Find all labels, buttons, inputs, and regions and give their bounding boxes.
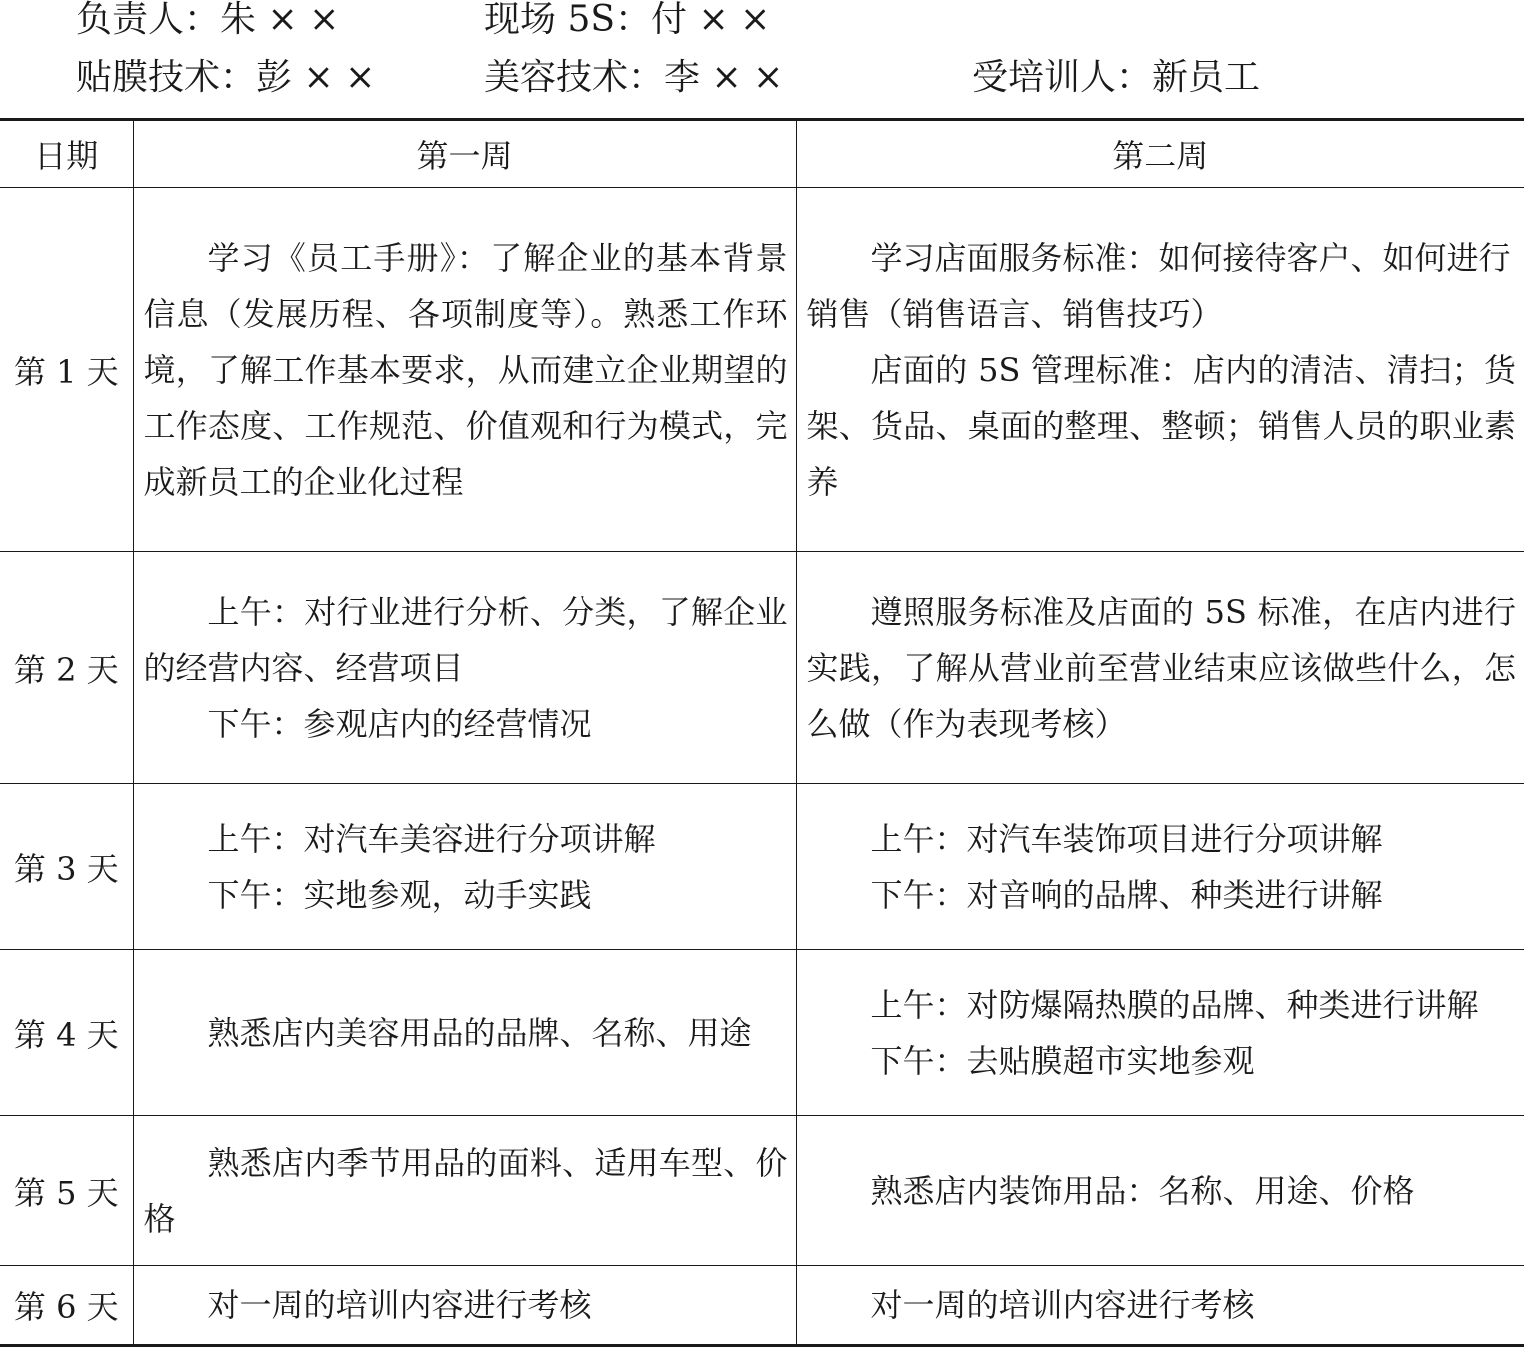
day-cell: 第 1 天 (0, 188, 133, 552)
cell-paragraph: 下午：对音响的品牌、种类进行讲解 (870, 875, 1383, 914)
week2-cell (796, 950, 1524, 1116)
week1-cell (133, 188, 796, 552)
header-value: 新员工 (1152, 57, 1261, 98)
day-cell: 第 4 天 (0, 950, 133, 1116)
column-header-date: 日期 (0, 120, 133, 188)
week1-cell (133, 1116, 796, 1266)
cell-paragraph: 下午：参观店内的经营情况 (207, 704, 592, 743)
cell-paragraph: 熟悉店内季节用品的面料、适用车型、价格 (143, 1143, 788, 1238)
table-row (0, 784, 1524, 950)
cell-paragraph: 下午：实地参观，动手实践 (207, 875, 592, 914)
cell-paragraph: 对一周的培训内容进行考核 (870, 1286, 1255, 1324)
cell-paragraph: 对一周的培训内容进行考核 (207, 1286, 592, 1324)
header-label: 现场 5S： (484, 0, 652, 40)
week1-cell (133, 784, 796, 950)
day-cell: 第 6 天 (0, 1266, 133, 1346)
week1-cell (133, 552, 796, 784)
header-value: 李 × × (664, 57, 784, 98)
week2-cell (796, 188, 1524, 552)
table-row (0, 188, 1524, 552)
header-label: 受培训人： (972, 57, 1153, 98)
week1-cell (133, 950, 796, 1116)
week2-cell (796, 552, 1524, 784)
header-value: 朱 × × (220, 0, 340, 40)
cell-paragraph: 店面的 5S 管理标准：店内的清洁、清扫；货架、货品、桌面的整理、整顿；销售人员的职业素养 (806, 350, 1516, 501)
header-trainee (972, 58, 1260, 98)
cell-paragraph: 熟悉店内装饰用品：名称、用途、价格 (870, 1171, 1415, 1210)
header-person-in-charge (76, 0, 339, 40)
week2-cell (796, 784, 1524, 950)
cell-paragraph: 下午：去贴膜超市实地参观 (870, 1041, 1255, 1080)
cell-paragraph: 学习《员工手册》：了解企业的基本背景信息（发展历程、各项制度等）。熟悉工作环境，了解工作基本要求，从而建立企业期望的工作态度、工作规范、价值观和行为模式，完成新员工的企业化过程 (143, 238, 788, 501)
table-header-row (0, 120, 1524, 188)
cell-paragraph: 上午：对防爆隔热膜的品牌、种类进行讲解 (870, 985, 1479, 1024)
cell-paragraph: 遵照服务标准及店面的 5S 标准，在店内进行实践，了解从营业前至营业结束应该做些什么，怎么做（作为表现考核） (806, 592, 1516, 743)
column-header-week1: 第一周 (133, 120, 796, 188)
week2-cell (796, 1116, 1524, 1266)
table-row (0, 1116, 1524, 1266)
cell-paragraph: 上午：对行业进行分析、分类，了解企业的经营内容、经营项目 (143, 592, 788, 687)
cell-paragraph: 上午：对汽车美容进行分项讲解 (207, 819, 656, 858)
day-cell: 第 3 天 (0, 784, 133, 950)
header-film-technique (76, 58, 375, 98)
column-header-week2: 第二周 (796, 120, 1524, 188)
table-row (0, 950, 1524, 1116)
cell-paragraph: 熟悉店内美容用品的品牌、名称、用途 (207, 1013, 752, 1052)
training-schedule-table (0, 118, 1524, 1347)
header-onsite-5s (484, 0, 770, 40)
table-row (0, 552, 1524, 784)
header-label: 贴膜技术： (76, 57, 257, 98)
day-cell: 第 2 天 (0, 552, 133, 784)
header-label: 美容技术： (484, 57, 665, 98)
header-value: 付 × × (651, 0, 771, 40)
week1-cell (133, 1266, 796, 1346)
day-cell: 第 5 天 (0, 1116, 133, 1266)
table-row (0, 1266, 1524, 1346)
header-value: 彭 × × (256, 57, 376, 98)
header-beauty-technique (484, 58, 783, 98)
week2-cell (796, 1266, 1524, 1346)
cell-paragraph: 销售（销售语言、销售技巧） (806, 294, 1223, 333)
cell-paragraph: 上午：对汽车装饰项目进行分项讲解 (870, 819, 1383, 858)
header-label: 负责人： (76, 0, 221, 40)
cell-paragraph: 学习店面服务标准：如何接待客户、如何进行 (870, 238, 1511, 277)
